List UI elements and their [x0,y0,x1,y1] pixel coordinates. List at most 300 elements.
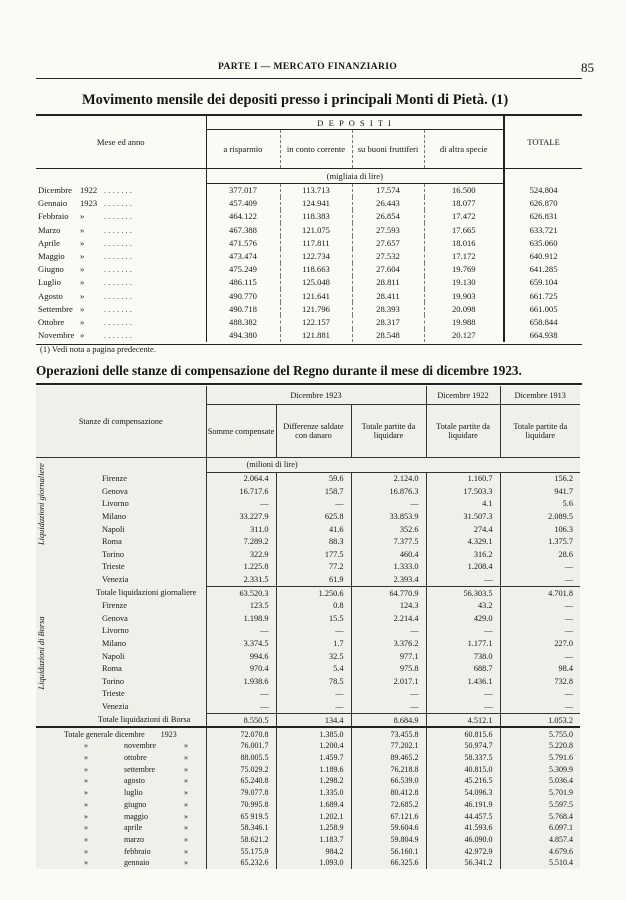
table2-top-rule [36,383,582,385]
cell-value: 125.048 [280,276,352,289]
cell-value: 50.974.7 [426,740,500,752]
cell-value: 59.6 [276,472,351,485]
cell-value: 26.854 [352,210,424,223]
cell-value: 17.503.3 [426,485,500,498]
row-label: Roma [102,537,122,547]
row-leader: . . . . . . . [104,184,132,195]
general-total-row [36,834,580,846]
cell-value: 5.4 [276,662,351,675]
cell-value: 1.189.6 [276,763,351,775]
month-name: novembre [124,741,156,751]
cell-value: 490.770 [206,289,280,302]
cell-value: 1.177.1 [426,637,500,650]
table1-row [36,263,582,276]
cell-value: — [206,625,276,638]
cell-value: 473.474 [206,249,280,262]
cell-value: 984.2 [276,845,351,857]
cell-value: 6.097.1 [500,822,580,834]
cell-value: 122.734 [280,249,352,262]
cell-value: 88.005.5 [206,752,276,764]
row-month: Gennaio [38,198,68,209]
row-label: Trieste [102,689,125,699]
side-label-giornaliere: Liquidazioni giornaliere [37,463,46,545]
row-label [36,845,206,857]
general-total-row [36,752,580,764]
row-label [36,787,206,799]
table1-title: Movimento mensile dei depositi presso i principali Monti di Pietà. (1) [82,92,509,108]
cell-value: 61.9 [276,573,351,586]
unit-label: (migliaia di lire) [206,169,504,184]
col-somme-compensate: Somme compensate [206,405,276,458]
row-year: » [80,303,85,314]
year-ditto: » [184,799,188,809]
ditto-mark: » [84,799,88,809]
cell-value: 626.870 [504,197,582,210]
table1-row [36,249,582,262]
cell-value: 106.3 [500,523,580,536]
cell-value: 641.285 [504,263,582,276]
cell-value: 20.127 [424,329,504,342]
cell-value: 5.701.9 [500,787,580,799]
ditto-mark: » [84,811,88,821]
cell-value: 59.804.9 [351,834,426,846]
cell-value: — [276,700,351,713]
row-label [36,727,206,740]
table2-row [36,472,580,485]
row-leader: . . . . . . . [104,211,132,222]
cell-value: 2.331.5 [206,573,276,586]
cell-value: 17.665 [424,223,504,236]
cell-value: 121.796 [280,302,352,315]
cell-value: 16.717.6 [206,485,276,498]
row-year: » [80,211,85,222]
row-label [36,775,206,787]
row-label: Livorno [102,626,129,636]
month-name: gennaio [124,858,150,868]
cell-value: 19.769 [424,263,504,276]
cell-value: 322.9 [206,548,276,561]
table2-row [36,688,580,701]
cell-value: 118.383 [280,210,352,223]
cell-value: 55.175.9 [206,845,276,857]
cell-value: 0.8 [276,599,351,612]
cell-value: — [426,625,500,638]
row-month: Maggio [38,251,65,262]
table2-row [36,612,580,625]
col-buoni: su buoni fruttiferi [352,130,424,169]
cell-value: 5.036.4 [500,775,580,787]
total-giornaliere-row [36,586,580,599]
cell-value: — [500,573,580,586]
row-month: Novembre [38,330,75,341]
table1-row [36,289,582,302]
cell-value: 1.200.4 [276,740,351,752]
cell-value: 89.465.2 [351,752,426,764]
row-label [36,810,206,822]
row-label [36,822,206,834]
cell-value: 18.077 [424,197,504,210]
cell-value: 76.218.8 [351,763,426,775]
cell-value: 17.172 [424,249,504,262]
row-leader: . . . . . . . [104,224,132,235]
cell-value: 738.0 [426,650,500,663]
table1-row [36,197,582,210]
month-name: settembre [124,764,156,774]
cell-value: 658.844 [504,315,582,328]
row-label: Venezia [102,575,129,585]
row-year: 1922 [80,184,98,195]
cell-value: 460.4 [351,548,426,561]
cell-value: — [500,688,580,701]
cell-value: — [500,700,580,713]
cell-value: 994.6 [206,650,276,663]
cell-value: 64.770.9 [351,586,426,599]
cell-value: 70.995.8 [206,799,276,811]
row-year: » [80,237,85,248]
cell-value: 464.122 [206,210,280,223]
cell-value: 77.2 [276,561,351,574]
cell-value: — [206,700,276,713]
row-year: » [80,330,85,341]
cell-value: — [426,700,500,713]
cell-value: 28.393 [352,302,424,315]
cell-value: 977.1 [351,650,426,663]
cell-value: 45.216.5 [426,775,500,787]
month-name: marzo [124,834,144,844]
row-label: Venezia [102,702,129,712]
cell-value: 2.064.4 [206,472,276,485]
cell-value: 732.8 [500,675,580,688]
cell-value: 661.005 [504,302,582,315]
cell-value: 1.160.7 [426,472,500,485]
ditto-mark: » [84,764,88,774]
row-label: Milano [102,639,126,649]
row-month: Giugno [38,264,64,275]
cell-value: 494.380 [206,329,280,342]
cell-value: 117.811 [280,236,352,249]
cell-value: — [276,625,351,638]
row-year: » [80,251,85,262]
cell-value: 19.988 [424,315,504,328]
col-totale-1913: Totale partite da liquidare [500,405,580,458]
cell-value: 27.604 [352,263,424,276]
cell-value: 66.539.0 [351,775,426,787]
cell-value: 46.090.0 [426,834,500,846]
side-label-borsa: Liquidazioni di Borsa [37,616,46,690]
table1-row [36,210,582,223]
cell-value: 19.903 [424,289,504,302]
row-label: Genova [102,613,128,623]
cell-value: 40.815.0 [426,763,500,775]
row-label: Genova [102,486,128,496]
cell-value: 2.017.1 [351,675,426,688]
cell-value: 113.713 [280,183,352,197]
table2-row [36,510,580,523]
cell-value: 121.881 [280,329,352,342]
cell-value: 625.8 [276,510,351,523]
ditto-mark: » [84,788,88,798]
month-name: febbraio [124,846,151,856]
cell-value: 78.5 [276,675,351,688]
month-name: luglio [124,788,143,798]
cell-value: 1.459.7 [276,752,351,764]
table-monti-di-pieta [36,116,582,342]
col-risparmio: a risparmio [206,130,280,169]
table1-row [36,223,582,236]
row-label: Firenze [102,601,127,611]
month-name: agosto [124,776,145,786]
ditto-mark: » [84,846,88,856]
cell-value: 63.520.3 [206,586,276,599]
year-ditto: » [184,846,188,856]
general-total-row [36,787,580,799]
cell-value: — [206,688,276,701]
cell-value: 659.104 [504,276,582,289]
row-month: Dicembre [38,184,72,195]
month-name: maggio [124,811,148,821]
cell-value: 3.376.2 [351,637,426,650]
year-ditto: » [184,753,188,763]
cell-value: 1.7 [276,637,351,650]
cell-value: 177.5 [276,548,351,561]
col-label-mese: Mese ed anno [96,137,145,147]
table-stanze-compensazione [36,386,580,869]
row-month: Settembre [38,303,73,314]
cell-value: — [426,573,500,586]
table2-row [36,675,580,688]
period-dic-1923: Dicembre 1923 [206,386,426,405]
cell-value: — [206,498,276,511]
running-header [0,60,626,76]
cell-value: 80.412.8 [351,787,426,799]
year-ditto: » [184,834,188,844]
cell-value: 65 919.5 [206,810,276,822]
cell-value: 75.029.2 [206,763,276,775]
cell-value: 66.325.6 [351,857,426,869]
cell-value: 1.093.0 [276,857,351,869]
row-month: Agosto [38,290,63,301]
table1-row [36,302,582,315]
cell-value: 488.382 [206,315,280,328]
general-total-row [36,822,580,834]
cell-value: 20.098 [424,302,504,315]
cell-value: 118.663 [280,263,352,276]
row-label: Totale liquidazioni di Borsa [98,715,191,725]
cell-value: 28.411 [352,289,424,302]
table1-row [36,236,582,249]
row-month: Febbraio [38,211,69,222]
col-conto-corrente: in conto corrente [280,130,352,169]
general-total-row [36,763,580,775]
col-totale-1922: Totale partite da liquidare [426,405,500,458]
cell-value: 5.220.8 [500,740,580,752]
deposit-group-header: D E P O S I T I [206,116,504,130]
cell-value: 33.227.9 [206,510,276,523]
cell-value: 19.130 [424,276,504,289]
cell-value: 32.5 [276,650,351,663]
cell-value: 60.815.6 [426,727,500,740]
cell-value: 467.388 [206,223,280,236]
row-leader: . . . . . . . [104,264,132,275]
cell-value: 56.303.5 [426,586,500,599]
row-label: Milano [102,512,126,522]
cell-value: 1.436.1 [426,675,500,688]
cell-value: — [276,498,351,511]
general-label: Totale generale dicembre [64,729,145,739]
cell-value: 121.641 [280,289,352,302]
cell-value: 635.060 [504,236,582,249]
cell-value: — [500,561,580,574]
cell-value: 33.853.9 [351,510,426,523]
year-ditto: » [184,811,188,821]
ditto-mark: » [84,823,88,833]
cell-value: 65.232.6 [206,857,276,869]
col-differenze: Differenze saldate con danaro [276,405,351,458]
cell-value: 65.240.8 [206,775,276,787]
cell-value: 2.214.4 [351,612,426,625]
row-year: » [80,290,85,301]
row-label [36,740,206,752]
ditto-mark: » [84,753,88,763]
row-label: Livorno [102,499,129,509]
cell-value: 316.2 [426,548,500,561]
row-month: Marzo [38,224,61,235]
cell-value: 28.811 [352,276,424,289]
cell-value: 352.6 [351,523,426,536]
cell-value: 88.3 [276,535,351,548]
cell-value: — [351,625,426,638]
cell-value: 457.409 [206,197,280,210]
period-dic-1922: Dicembre 1922 [426,386,500,405]
ditto-mark: » [84,834,88,844]
cell-value: 5.6 [500,498,580,511]
cell-value: 3.374.5 [206,637,276,650]
cell-value: 17.574 [352,183,424,197]
cell-value: 122.157 [280,315,352,328]
cell-value: 44.457.5 [426,810,500,822]
table2-row [36,548,580,561]
row-label: Torino [102,676,125,686]
cell-value: — [351,498,426,511]
ditto-mark: » [84,858,88,868]
row-label: Torino [102,549,125,559]
cell-value: 42.972.9 [426,845,500,857]
cell-value: 1.375.7 [500,535,580,548]
general-total-row [36,799,580,811]
table1-row [36,329,582,342]
cell-value: 4.701.8 [500,586,580,599]
table2-row [36,498,580,511]
cell-value: — [426,688,500,701]
col-label-stanze: Stanze di compensazione [78,417,163,426]
cell-value: 72.070.8 [206,727,276,740]
cell-value: 17.472 [424,210,504,223]
cell-value: 975.8 [351,662,426,675]
cell-value: 58.337.5 [426,752,500,764]
cell-value: 377.017 [206,183,280,197]
cell-value: — [276,688,351,701]
cell-value: 664.938 [504,329,582,342]
row-leader: . . . . . . . [104,290,132,301]
cell-value: 54.096.3 [426,787,500,799]
row-label: Firenze [102,474,127,484]
row-leader: . . . . . . . [104,277,132,288]
row-label: Roma [102,664,122,674]
year-ditto: » [184,858,188,868]
cell-value: — [500,612,580,625]
general-total-row [36,740,580,752]
cell-value: 59.604.6 [351,822,426,834]
table2-row [36,700,580,713]
month-name: giugno [124,799,147,809]
row-year: » [80,316,85,327]
ditto-mark: » [84,741,88,751]
cell-value: 5.597.5 [500,799,580,811]
cell-value: — [500,650,580,663]
cell-value: 4.512.1 [426,713,500,727]
cell-value: 2.089.5 [500,510,580,523]
table1-row [36,183,582,197]
year-ditto: » [184,823,188,833]
cell-value: 18.016 [424,236,504,249]
total-borsa-row [36,713,580,727]
cell-value: 1.298.2 [276,775,351,787]
general-total-row [36,727,580,740]
row-leader: . . . . . . . [104,251,132,262]
cell-value: 27.657 [352,236,424,249]
month-name: ottobre [124,753,147,763]
row-leader: . . . . . . . [104,330,132,341]
cell-value: 58.346.1 [206,822,276,834]
col-totale-1923: Totale partite da liquidare [351,405,426,458]
unit-milioni: (milioni di lire) [206,458,580,473]
general-total-row [36,775,580,787]
cell-value: 7.377.5 [351,535,426,548]
cell-value: 941.7 [500,485,580,498]
cell-value: 79.077.8 [206,787,276,799]
cell-value: 1.689.4 [276,799,351,811]
table2-row [36,561,580,574]
cell-value: 58.621.2 [206,834,276,846]
cell-value: 4.857.4 [500,834,580,846]
cell-value: 158.7 [276,485,351,498]
cell-value: 688.7 [426,662,500,675]
cell-value: 124.941 [280,197,352,210]
row-leader: . . . . . . . [104,198,132,209]
cell-value: 5.309.9 [500,763,580,775]
row-month: Ottobre [38,316,65,327]
cell-value: 73.455.8 [351,727,426,740]
cell-value: 970.4 [206,662,276,675]
row-label [36,857,206,869]
cell-value: — [500,625,580,638]
cell-value: 5.768.4 [500,810,580,822]
cell-value: 2.393.4 [351,573,426,586]
row-year: 1923 [80,198,98,209]
year-ditto: » [184,741,188,751]
cell-value: 41.6 [276,523,351,536]
row-label [36,799,206,811]
cell-value: 1.198.9 [206,612,276,625]
cell-value: 7.289.2 [206,535,276,548]
row-label [36,763,206,775]
row-label: Totale liquidazioni giornaliere [96,588,197,598]
cell-value: 31.507.3 [426,510,500,523]
general-year: 1923 [160,729,177,739]
cell-value: 4.329.1 [426,535,500,548]
cell-value: 16.876.3 [351,485,426,498]
cell-value: 15.5 [276,612,351,625]
